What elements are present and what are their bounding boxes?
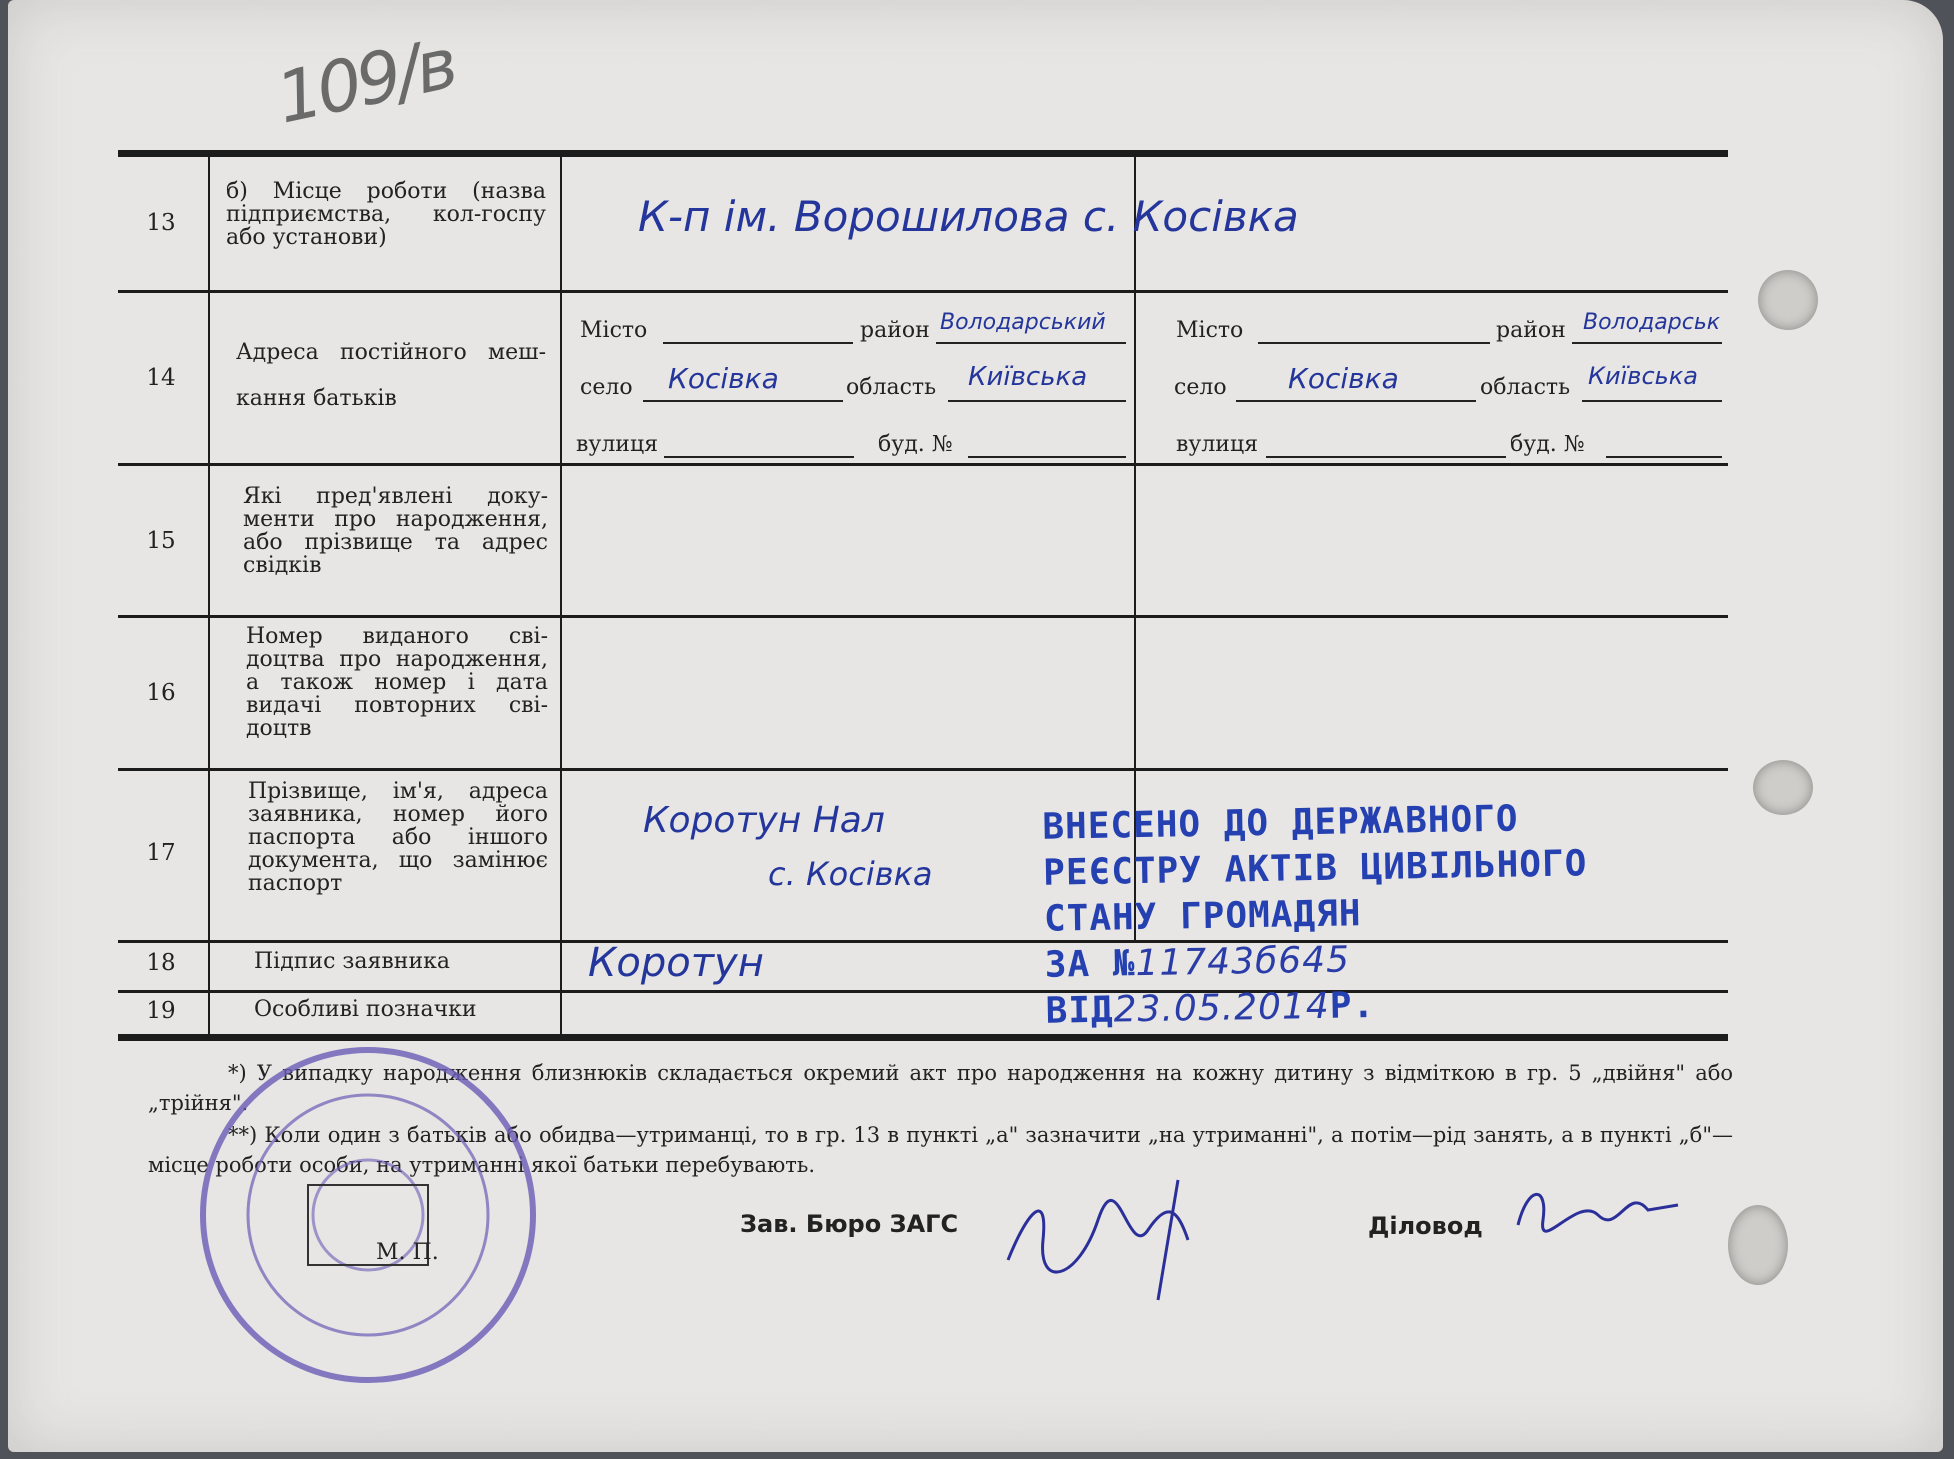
blank-line: [968, 456, 1126, 458]
father-region-value: Київська: [968, 362, 1088, 392]
applicant-address-value: с. Косівка: [768, 855, 933, 893]
document-page: [8, 0, 1943, 1452]
stamp-line: СТАНУ ГРОМАДЯН: [1043, 893, 1362, 940]
blank-line: [1258, 342, 1490, 344]
village-label: село: [1174, 375, 1227, 400]
clerk-signature: [1508, 1175, 1688, 1255]
house-label: буд. №: [1510, 432, 1585, 457]
column-divider: [560, 155, 562, 1035]
blank-line: [948, 400, 1126, 402]
blank-line: [1572, 342, 1722, 344]
district-label: район: [860, 318, 930, 343]
workplace-value: К-п ім. Ворошилова с. Косівка: [638, 192, 1299, 241]
blank-line: [1266, 456, 1506, 458]
punch-hole: [1753, 760, 1813, 815]
rule: [118, 463, 1728, 466]
street-label: вулиця: [1176, 432, 1258, 457]
city-label: Місто: [1176, 318, 1244, 343]
mother-district-value: Володарськ: [1583, 310, 1721, 335]
footnote: *) У випадку народження близнюків складається окремий акт про народження на кожну дитину з відміткою в гр. 5 „двійня" або „трійня".: [148, 1061, 1733, 1115]
mother-region-value: Київська: [1588, 362, 1698, 390]
blank-line: [1606, 456, 1722, 458]
row-number: 16: [146, 680, 176, 706]
row-number: 14: [146, 365, 176, 391]
registry-stamp: [1042, 795, 1590, 1034]
head-of-registry-label: Зав. Бюро ЗАГС: [740, 1210, 959, 1238]
row-number: 17: [146, 840, 176, 866]
stamp-line: РЕЄСТРУ АКТІВ ЦИВІЛЬНОГО: [1042, 843, 1588, 894]
archive-number: 109/в: [269, 22, 462, 140]
applicant-signature: Коротун: [588, 940, 764, 986]
seal-place-label: М. П.: [376, 1240, 439, 1265]
column-divider: [208, 155, 210, 1035]
official-seal: [188, 1035, 548, 1395]
rule: [118, 768, 1728, 771]
blank-line: [1236, 400, 1476, 402]
stamp-line: ВІД: [1045, 989, 1115, 1032]
region-label: область: [1480, 375, 1571, 400]
stamp-date: 23.05.2014: [1113, 985, 1331, 1031]
blank-line: [1582, 400, 1722, 402]
row-label: Адреса постійного меш-кання батьків: [236, 340, 546, 411]
row-number: 15: [146, 528, 176, 554]
city-label: Місто: [580, 318, 648, 343]
row-label: Номер виданого сві-доцтва про народження, а також номер і дата видачі повторних сві-доцтв: [246, 624, 548, 741]
row-number: 13: [146, 210, 176, 236]
head-signature: [988, 1170, 1218, 1310]
row-number: 19: [146, 998, 176, 1024]
rule: [118, 150, 1728, 157]
applicant-name-value: Коротун Нал: [643, 800, 885, 841]
footnote: **) Коли один з батьків або обидва—утриманці, то в гр. 13 в пункті „а" зазначити „на утриманні", а потім—рід занять, а в пункті „б"—місце роботи особи, на утриманні якої батьки перебувають.: [148, 1123, 1733, 1177]
father-village-value: Косівка: [668, 362, 779, 395]
stamp-line: ВНЕСЕНО ДО ДЕРЖАВНОГО: [1042, 798, 1519, 848]
street-label: вулиця: [576, 432, 658, 457]
region-label: область: [846, 375, 937, 400]
row-label: Підпис заявника: [254, 949, 450, 974]
rule: [118, 615, 1728, 618]
blank-line: [664, 456, 854, 458]
blank-line: [936, 342, 1126, 344]
rule: [118, 290, 1728, 293]
stamp-line: ЗА №: [1044, 943, 1136, 986]
clerk-label: Діловод: [1368, 1212, 1483, 1240]
mother-village-value: Косівка: [1288, 362, 1399, 395]
blank-line: [643, 400, 843, 402]
row-label: Особливі позначки: [254, 997, 477, 1022]
father-district-value: Володарський: [940, 310, 1106, 335]
punch-hole: [1728, 1205, 1788, 1285]
row-label: б) Місце роботи (назва підприємства, кол-госпу або установи): [226, 179, 546, 250]
stamp-number: 11743б645: [1135, 939, 1351, 985]
village-label: село: [580, 375, 633, 400]
row-label: Які пред'явлені доку-менти про народження, або прізвище та адрес свідків: [243, 484, 548, 578]
blank-line: [663, 342, 853, 344]
row-number: 18: [146, 950, 176, 976]
district-label: район: [1496, 318, 1566, 343]
punch-hole: [1758, 270, 1818, 330]
house-label: буд. №: [878, 432, 953, 457]
row-label: Прізвище, ім'я, адреса заявника, номер його паспорта або іншого документа, що замінює паспорт: [248, 779, 548, 896]
stamp-line: Р.: [1329, 984, 1376, 1027]
